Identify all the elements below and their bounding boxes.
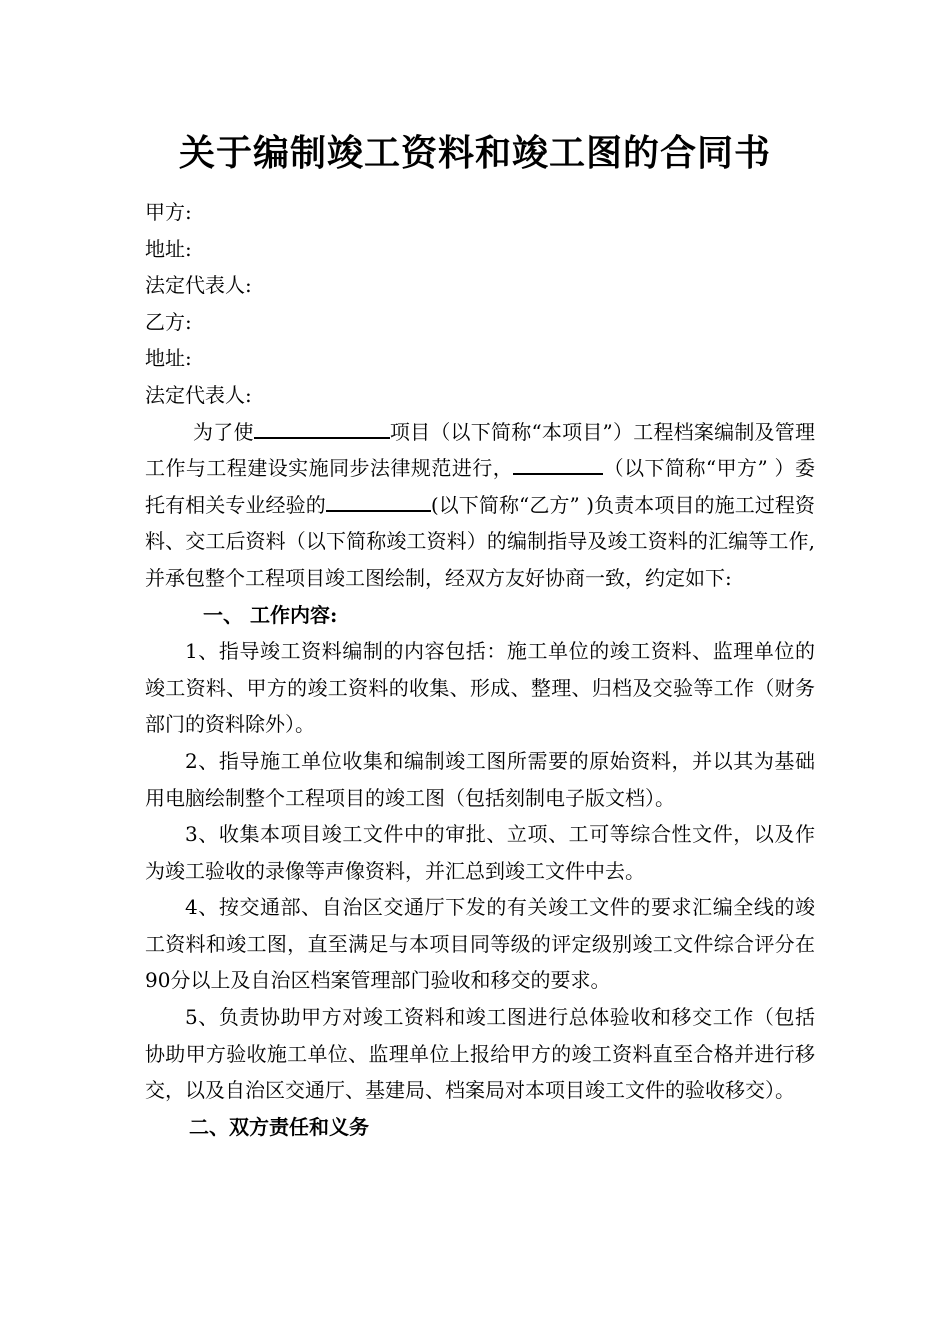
- intro-text-2: 项目（以下简称“本项目”）工程档案编制及管理工作与工程建设实施同步法律规范进行，: [145, 419, 816, 481]
- work-item-1: 1、指导竣工资料编制的内容包括：施工单位的竣工资料、监理单位的竣工资料、甲方的竣工资料的收集、形成、整理、归档及交验等工作（财务部门的资料除外）。: [145, 639, 815, 737]
- project-name-blank: [254, 415, 390, 439]
- section-heading-responsibilities: 二、双方责任和义务: [189, 1114, 369, 1139]
- party-b-address-label: 地址:: [145, 346, 192, 371]
- party-a-address-label: 地址:: [145, 236, 192, 261]
- party-a-label: 甲方:: [145, 200, 192, 224]
- intro-text-1: 为了使: [193, 419, 254, 444]
- intro-text-3: （以下简称“甲方” ）委托有相关专业经验的: [145, 456, 815, 517]
- party-b-label: 乙方:: [145, 309, 192, 334]
- party-b-representative-label: 法定代表人:: [145, 382, 252, 407]
- work-item-3: 3、收集本项目竣工文件中的审批、立项、工可等综合性文件，以及作为竣工验收的录像等声像资料，并汇总到竣工文件中去。: [145, 822, 815, 883]
- section-heading-work-content: 一、 工作内容:: [203, 602, 338, 627]
- work-item-2: 2、指导施工单位收集和编制竣工图所需要的原始资料，并以其为基础用电脑绘制整个工程项目的竣工图（包括刻制电子版文档）。: [145, 748, 815, 810]
- party-b-name-blank: [326, 488, 431, 512]
- document-title: 关于编制竣工资料和竣工图的合同书: [178, 132, 771, 174]
- work-item-4: 4、按交通部、自治区交通厅下发的有关竣工文件的要求汇编全线的竣工资料和竣工图，直至满足与本项目同等级的评定级别竣工文件综合评分在90分以上及自治区档案管理部门验收和移交的要求。: [145, 895, 815, 993]
- work-item-5: 5、负责协助甲方对竣工资料和竣工图进行总体验收和移交工作（包括协助甲方验收施工单位、监理单位上报给甲方的竣工资料直至合格并进行移交，以及自治区交通厅、基建局、档案局对本项目竣工文件的验收移交）。: [145, 1005, 815, 1103]
- intro-paragraph: [145, 414, 815, 597]
- party-a-name-blank: [513, 451, 603, 475]
- intro-text-4: (以下简称“乙方” )负责本项目的施工过程资料、交工后资料（以下简称竣工资料）的编制指导及竣工资料的汇编等工作,并承包整个工程项目竣工图绘制，经双方友好协商一致，约定如下:: [145, 492, 816, 590]
- document-body: [145, 194, 815, 1145]
- party-a-representative-label: 法定代表人:: [145, 273, 252, 298]
